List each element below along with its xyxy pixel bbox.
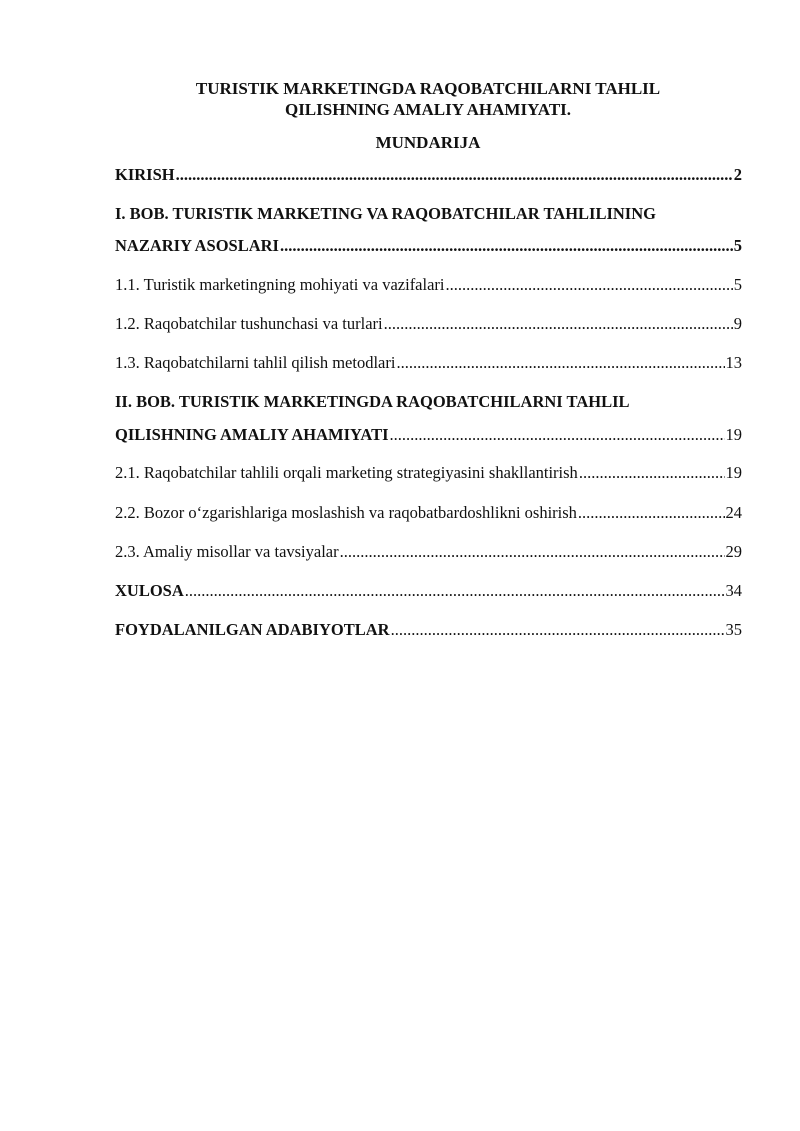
toc-entry-intro: [115, 165, 742, 185]
toc-entry-page: 9: [733, 314, 742, 333]
toc-leader-dots: [176, 165, 733, 185]
toc-leader-dots: [390, 425, 725, 445]
toc-entry-page: 35: [725, 620, 742, 639]
toc-chapter2-line1: II. BOB. TURISTIK MARKETINGDA RAQOBATCHILARNI TAHLIL: [115, 392, 630, 411]
toc-entry-page: 34: [725, 581, 742, 600]
toc-leader-dots: [384, 314, 733, 334]
toc-entry-2-3: [115, 542, 742, 562]
toc-entry-text: 2.3. Amaliy misollar va tavsiyalar: [115, 542, 339, 561]
toc-entry-text: 1.3. Raqobatchilarni tahlil qilish metodlari: [115, 353, 396, 372]
toc-entry-1-3: [115, 353, 742, 373]
toc-entry-chapter1: [115, 236, 742, 256]
toc-entry-text: 2.2. Bozor o‘zgarishlariga moslashish va raqobatbardoshlikni oshirish: [115, 503, 577, 522]
toc-entry-page: 5: [733, 236, 742, 255]
toc-entry-1-2: [115, 314, 742, 334]
toc-entry-page: 13: [725, 353, 742, 372]
toc-leader-dots: [396, 353, 724, 373]
toc-entry-2-1: [115, 463, 742, 483]
toc-chapter1-line1: I. BOB. TURISTIK MARKETING VA RAQOBATCHILAR TAHLILINING: [115, 204, 656, 223]
toc-entry-1-1: [115, 275, 742, 295]
toc-entry-references: [115, 620, 742, 640]
toc-entry-text: 1.2. Raqobatchilar tushunchasi va turlari: [115, 314, 383, 333]
toc-entry-page: 24: [725, 503, 742, 522]
toc-leader-dots: [579, 463, 725, 483]
toc-entry-page: 29: [725, 542, 742, 561]
toc-entry-text: FOYDALANILGAN ADABIYOTLAR: [115, 620, 390, 639]
toc-entry-page: 19: [725, 463, 742, 482]
toc-entry-text: KIRISH: [115, 165, 175, 184]
toc-entry-text: XULOSA: [115, 581, 184, 600]
toc-leader-dots: [446, 275, 733, 295]
toc-leader-dots: [280, 236, 733, 256]
toc-entry-text: QILISHNING AMALIY AHAMIYATI: [115, 425, 389, 444]
toc-entry-text: 1.1. Turistik marketingning mohiyati va vazifalari: [115, 275, 445, 294]
toc-leader-dots: [185, 581, 725, 601]
toc-entry-page: 2: [733, 165, 742, 184]
toc-entry-page: 19: [725, 425, 742, 444]
toc-entry-chapter2: [115, 425, 742, 445]
toc-heading: MUNDARIJA: [375, 133, 481, 152]
document-title-line1: TURISTIK MARKETINGDA RAQOBATCHILARNI TAHLIL: [195, 79, 661, 98]
toc-entry-text: 2.1. Raqobatchilar tahlili orqali marketing strategiyasini shakllantirish: [115, 463, 578, 482]
toc-leader-dots: [391, 620, 725, 640]
document-title-line2: QILISHNING AMALIY AHAMIYATI.: [284, 100, 572, 119]
toc-leader-dots: [578, 503, 725, 523]
toc-entry-2-2: [115, 503, 742, 523]
toc-entry-conclusion: [115, 581, 742, 601]
toc-leader-dots: [340, 542, 725, 562]
toc-entry-page: 5: [733, 275, 742, 294]
toc-entry-text: NAZARIY ASOSLARI: [115, 236, 279, 255]
